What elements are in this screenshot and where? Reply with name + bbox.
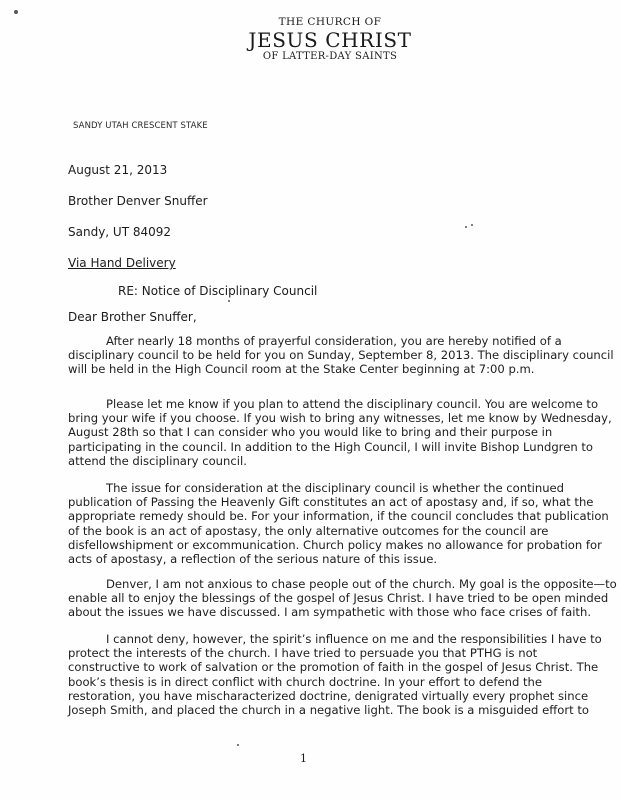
- paragraph-line: appropriate remedy should be. For your information, if the council concludes that publication: [68, 509, 609, 524]
- paragraph-line: disfellowshipment or excommunication. Church policy makes no allowance for probation for: [68, 537, 602, 552]
- scan-speck: [465, 226, 467, 228]
- scan-speck: [471, 224, 473, 226]
- paragraph-line: attend the disciplinary council.: [68, 453, 247, 468]
- paragraph-line: publication of Passing the Heavenly Gift constitutes an act of apostasy and, if so, what the: [68, 495, 594, 510]
- paragraph-line: disciplinary council to be held for you on Sunday, September 8, 2013. The disciplinary council: [68, 348, 614, 363]
- paragraph-line: The issue for consideration at the disciplinary council is whether the continued: [106, 481, 565, 495]
- paragraph-attendance: [68, 397, 612, 468]
- letterhead-line2: JESUS CHRIST: [248, 28, 412, 52]
- stake-name: SANDY UTAH CRESCENT STAKE: [73, 121, 208, 131]
- paragraph-line: participating in the council. In addition to the High Council, I will invite Bishop Lundgren to: [68, 439, 594, 454]
- paragraph-line: After nearly 18 months of prayerful consideration, you are hereby notified of a: [106, 334, 562, 348]
- scan-speck: [228, 300, 230, 302]
- letterhead-line1: THE CHURCH OF: [278, 16, 382, 28]
- salutation: Dear Brother Snuffer,: [68, 310, 197, 324]
- page-number: 1: [300, 752, 307, 765]
- delivery-method: Via Hand Delivery: [68, 256, 176, 270]
- paragraph-line: protect the interests of the church. I have tried to persuade you that PTHG is not: [68, 646, 538, 661]
- paragraph-line: Joseph Smith, and placed the church in a negative light. The book is a misguided effort to: [68, 703, 589, 718]
- paragraph-line: enable all to enjoy the blessings of the gospel of Jesus Christ. I have tried to be open minded: [68, 591, 609, 606]
- paragraph-line: will be held in the High Council room at the Stake Center beginning at 7:00 p.m.: [68, 362, 535, 377]
- scan-speck: [14, 10, 18, 14]
- paragraph-line: Denver, I am not anxious to chase people out of the church. My goal is the opposite—to: [106, 577, 617, 591]
- church-letterhead: [230, 16, 430, 63]
- subject-line: RE: Notice of Disciplinary Council: [118, 284, 318, 298]
- addressee-city: Sandy, UT 84092: [68, 225, 172, 239]
- scan-speck: [237, 744, 239, 746]
- paragraph-line: acts of apostasy, a reflection of the serious nature of this issue.: [68, 552, 438, 567]
- paragraph-line: constructive to work of salvation or the promotion of faith in the gospel of Jesus Christ. The: [68, 660, 599, 675]
- paragraph-line: about the issues we have discussed. I am sympathetic with those who face crises of faith.: [68, 605, 591, 620]
- paragraph-line: I cannot deny, however, the spirit’s influence on me and the responsibilities I have to: [106, 632, 602, 646]
- paragraph-line: book’s thesis is in direct conflict with church doctrine. In your effort to defend the: [68, 674, 543, 689]
- paragraph-line: restoration, you have mischaracterized doctrine, denigrated virtually every prophet since: [68, 688, 589, 703]
- paragraph-line: bring your wife if you choose. If you wish to bring any witnesses, let me know by Wednesday,: [68, 411, 612, 426]
- paragraph-concern: [68, 632, 602, 718]
- letterhead-line3: OF LATTER-DAY SAINTS: [262, 51, 398, 62]
- paragraph-line: Please let me know if you plan to attend the disciplinary council. You are welcome to: [106, 397, 599, 411]
- paragraph-line: of the book is an act of apostasy, the only alternative outcomes for the council are: [68, 523, 549, 538]
- paragraph-goal: [68, 577, 617, 620]
- addressee-name: Brother Denver Snuffer: [68, 194, 208, 208]
- letter-date: August 21, 2013: [68, 163, 168, 177]
- paragraph-line: August 28th so that I can consider who you would like to bring and their purpose in: [68, 425, 553, 440]
- paragraph-notice: [68, 334, 614, 377]
- paragraph-issue: [68, 481, 609, 567]
